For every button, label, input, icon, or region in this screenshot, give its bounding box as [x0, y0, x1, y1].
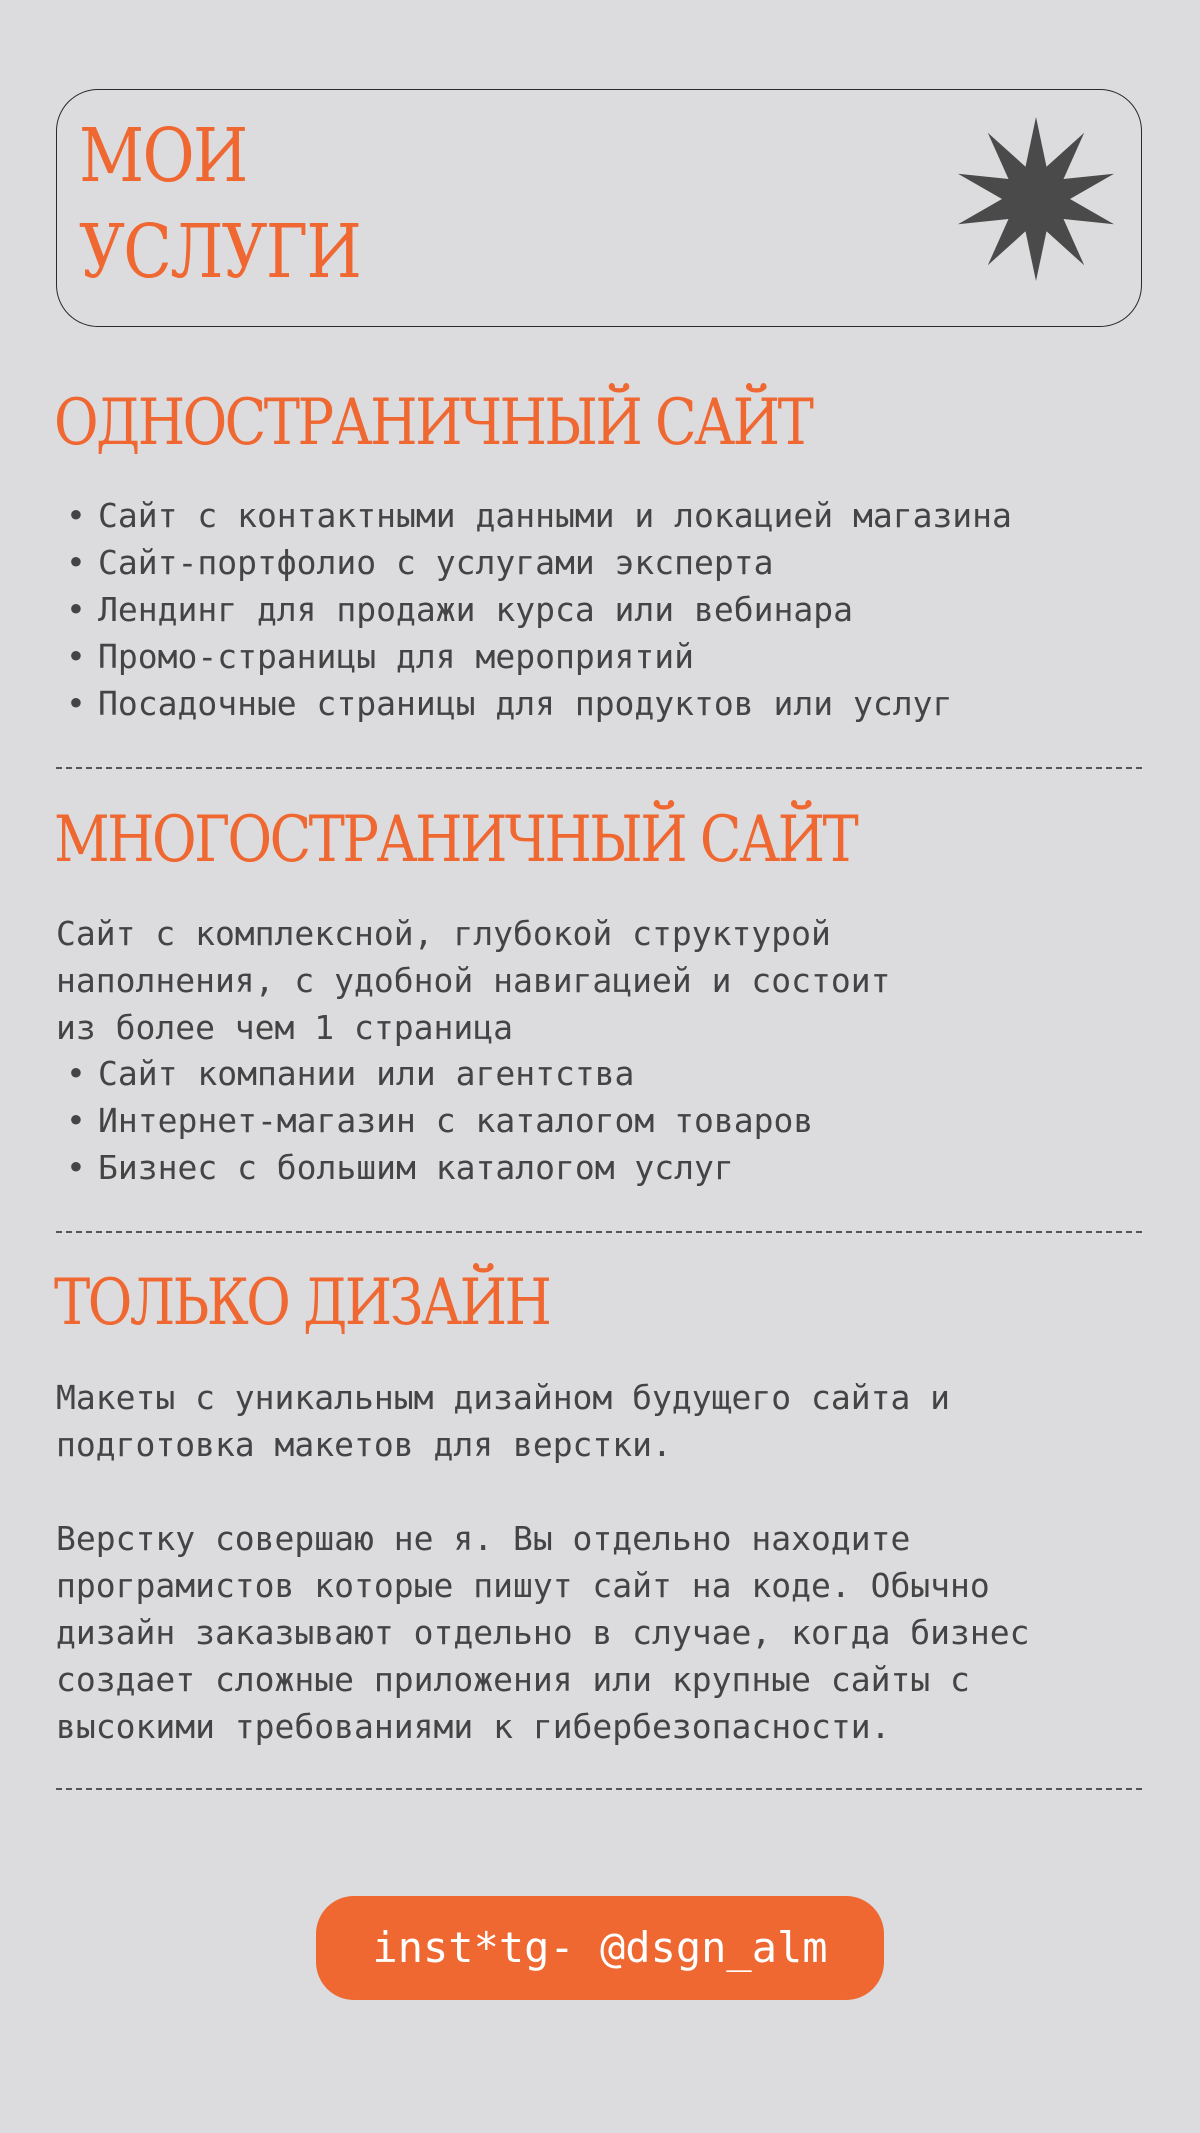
- section-title-one-page: ОДНОСТРАНИЧНЫЙ САЙТ: [54, 386, 812, 460]
- page-title: [79, 108, 360, 300]
- list-item: • Сайт-портфолио с услугами эксперта: [66, 543, 774, 582]
- list-item: • Лендинг для продажи курса или вебинара: [66, 590, 853, 629]
- one-page-list: [66, 492, 1012, 727]
- divider: [56, 1231, 1142, 1233]
- list-item: • Интернет-магазин с каталогом товаров: [66, 1101, 814, 1140]
- divider: [56, 1788, 1142, 1790]
- multi-page-description: Сайт с комплексной, глубокой структурой наполнения, с удобной навигацией и состоит из более чем 1 страница: [56, 914, 891, 1047]
- multi-page-list: [66, 1050, 813, 1191]
- star-icon: [953, 116, 1119, 282]
- header-card: [56, 89, 1142, 327]
- contact-button[interactable]: inst*tg- @dsgn_alm: [316, 1896, 884, 2000]
- section-title-multi-page: МНОГОСТРАНИЧНЫЙ САЙТ: [54, 803, 857, 877]
- section-title-design-only: ТОЛЬКО ДИЗАЙН: [54, 1266, 550, 1340]
- list-item: • Сайт компании или агентства: [66, 1054, 635, 1093]
- divider: [56, 767, 1142, 769]
- list-item: • Сайт с контактными данными и локацией магазина: [66, 496, 1012, 535]
- list-item: • Промо-страницы для мероприятий: [66, 637, 695, 676]
- page-title-line-2: УСЛУГИ: [79, 209, 361, 295]
- design-only-paragraph-1: Макеты с уникальным дизайном будущего сайта и подготовка макетов для верстки.: [56, 1378, 951, 1464]
- list-item: • Бизнес с большим каталогом услуг: [66, 1148, 734, 1187]
- design-only-paragraph-2: Верстку совершаю не я. Вы отдельно находите програмистов которые пишут сайт на коде. Обычно дизайн заказывают отдельно в случае, когда бизнес создает сложные приложения или крупные сайты с высокими требованиями к гибербезопасности.: [56, 1519, 1030, 1746]
- page-title-line-1: МОИ: [79, 113, 247, 199]
- list-item: • Посадочные страницы для продуктов или услуг: [66, 684, 953, 723]
